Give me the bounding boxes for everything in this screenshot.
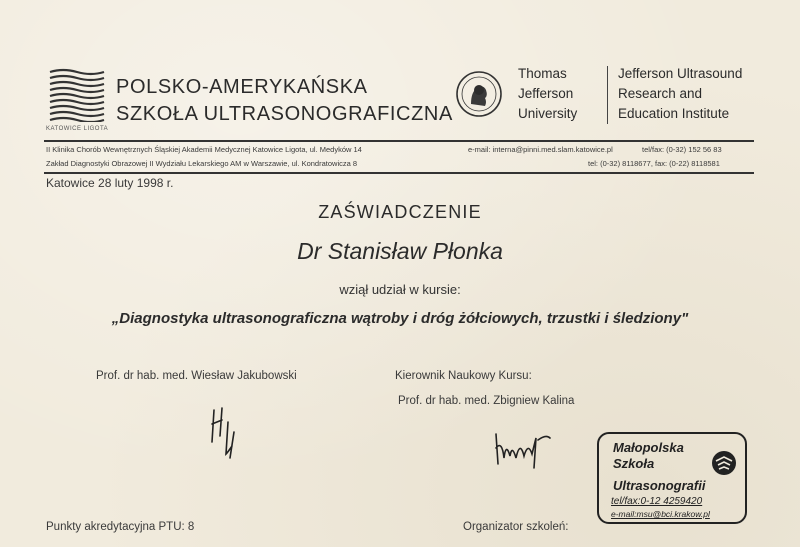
- tel-line-1: tel/fax: (0-32) 152 56 83: [642, 145, 722, 154]
- email-line-1: e-mail: interna@pinni.med.slam.katowice.pl: [468, 145, 613, 154]
- header-rule-top: [44, 140, 754, 142]
- stamp-logo-icon: [711, 450, 737, 476]
- participation-text: wziął udział w kursie:: [339, 282, 461, 297]
- header-divider: [607, 66, 608, 124]
- university-line: Jefferson: [518, 86, 574, 101]
- header-rule-bottom: [44, 172, 754, 174]
- signature-right-icon: [490, 428, 556, 472]
- institute-line: Education Institute: [618, 106, 730, 121]
- university-seal-icon: [455, 70, 503, 118]
- signatory-right-role: Kierownik Naukowy Kursu:: [395, 370, 532, 382]
- address-line-1: II Klinika Chorób Wewnętrznych Śląskiej Akademii Medycznej Katowice Ligota, ul. Medyków 14: [46, 145, 362, 154]
- stamp-line-2: Szkoła: [613, 456, 655, 471]
- school-name-line2: SZKOŁA ULTRASONOGRAFICZNA: [116, 103, 453, 125]
- logo-caption: KATOWICE LIGOTA: [46, 126, 109, 132]
- signatory-right-name: Prof. dr hab. med. Zbigniew Kalina: [398, 395, 575, 407]
- institute-name: [618, 64, 742, 124]
- tel-line-2: tel: (0-32) 8118677, fax: (0-22) 8118581: [588, 159, 720, 168]
- university-name: [518, 64, 577, 124]
- document-date: Katowice 28 luty 1998 r.: [46, 176, 174, 190]
- signatory-left-name: Prof. dr hab. med. Wiesław Jakubowski: [96, 370, 297, 382]
- document-title: ZAŚWIADCZENIE: [318, 202, 482, 222]
- recipient-name: Dr Stanisław Płonka: [297, 238, 503, 264]
- stamp-email: e-mail:msu@bci.krakow.pl: [611, 509, 710, 519]
- stamp-tel: tel/fax:0-12 4259420: [611, 496, 703, 507]
- signature-left-icon: [206, 402, 246, 462]
- university-line: University: [518, 106, 578, 121]
- organizer-stamp: [597, 432, 747, 524]
- university-line: Thomas: [518, 66, 567, 81]
- stamp-line-1: Małopolska: [613, 440, 684, 455]
- stamp-line-3: Ultrasonografii: [613, 478, 706, 493]
- address-line-2: Zakład Diagnostyki Obrazowej II Wydziału Lekarskiego AM w Warszawie, ul. Kondratowicza 8: [46, 159, 358, 168]
- institute-line: Jefferson Ultrasound: [618, 66, 743, 81]
- organizer-label: Organizator szkoleń:: [463, 521, 569, 533]
- accreditation-points: Punkty akredytacyjna PTU: 8: [46, 521, 195, 533]
- school-logo-icon: [48, 66, 106, 122]
- school-name-line1: POLSKO-AMERYKAŃSKA: [116, 76, 368, 98]
- institute-line: Research and: [618, 86, 703, 101]
- course-title: „Diagnostyka ultrasonograficzna wątroby i dróg żółciowych, trzustki i śledziony": [111, 310, 689, 327]
